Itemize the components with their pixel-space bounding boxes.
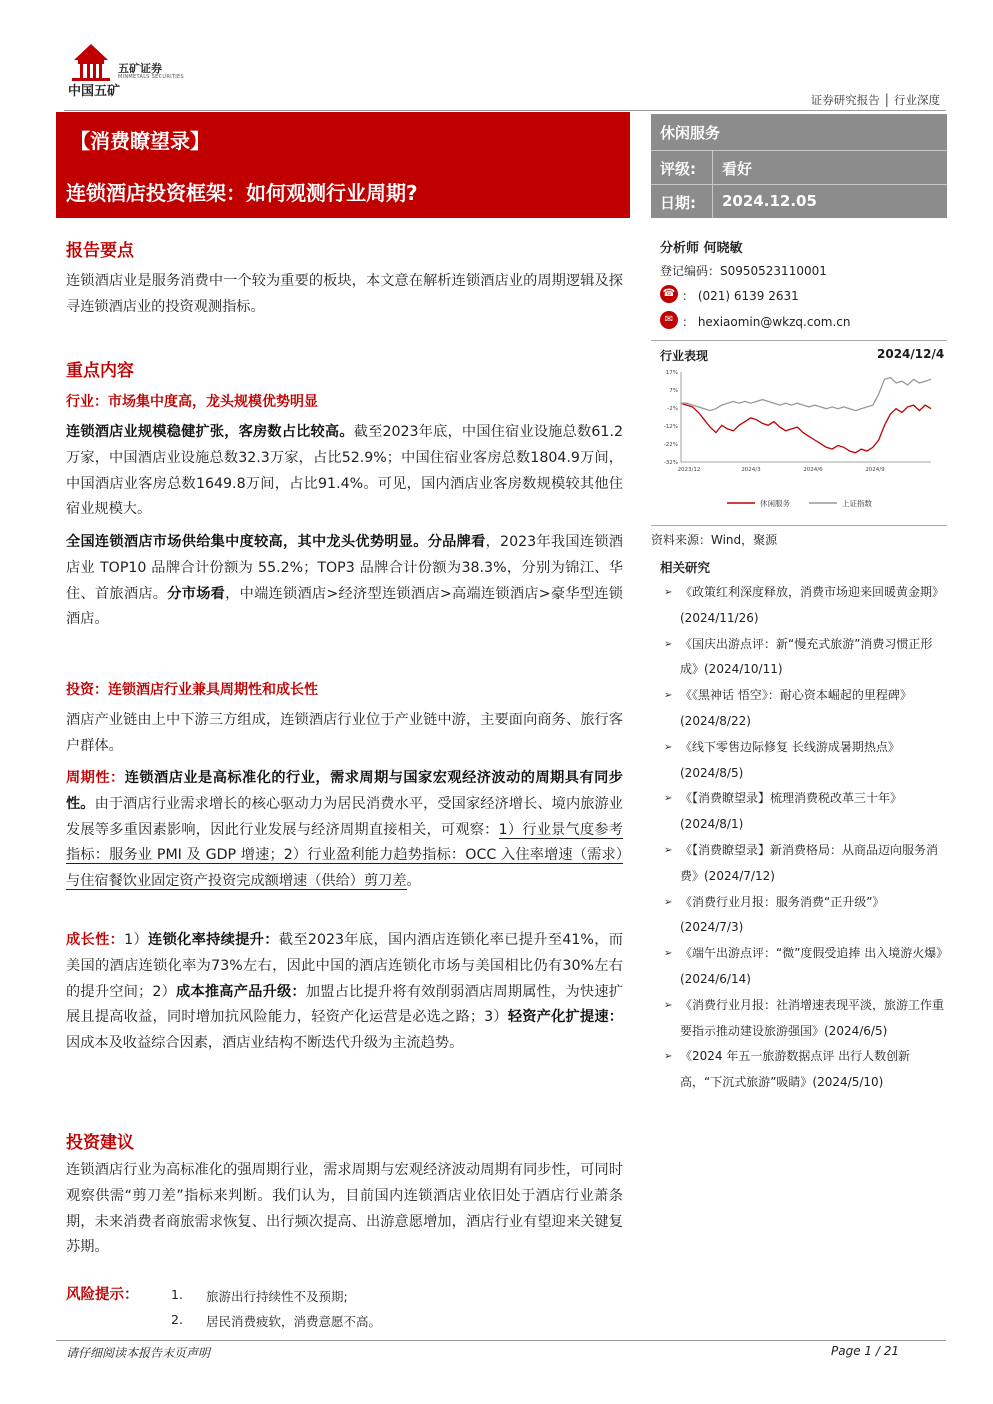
- market-lead: 分市场看: [167, 585, 226, 602]
- email-icon: ✉: [660, 311, 678, 329]
- analyst-name: 分析师 何晓敏: [660, 241, 743, 256]
- chain-paragraph: 酒店产业链由上中下游三方组成，连锁酒店行业位于产业链中游，主要面向商务、旅行客户群体。: [66, 712, 623, 754]
- report-title: 连锁酒店投资框架：如何观测行业周期?: [66, 181, 418, 205]
- x-tick-label: 2024/6: [803, 467, 823, 473]
- y-tick-label: -2%: [667, 406, 678, 412]
- industry-name: 休闲服务: [660, 124, 721, 142]
- bullet-arrow-icon: ➢: [664, 741, 673, 753]
- industry-performance-chart: [651, 362, 947, 522]
- scale-lead: 连锁酒店业规模稳健扩张，客房数占比较高。: [66, 424, 354, 440]
- analyst-reg: 登记编码：S0950523110001: [660, 264, 827, 278]
- related-research-item[interactable]: [664, 1044, 946, 1096]
- rating-value: 看好: [722, 160, 753, 178]
- growth-b2: 成本推高产品升级：: [176, 983, 306, 1000]
- footer-disclaimer: 请仔细阅读本报告末页声明: [66, 1346, 211, 1360]
- related-research-title: 相关研究: [660, 560, 711, 575]
- scale-paragraph: [66, 420, 623, 523]
- growth-b1: 连锁化率持续提升：: [148, 932, 279, 948]
- growth-paragraph: [66, 928, 623, 1057]
- bullet-arrow-icon: ➢: [664, 948, 673, 960]
- series-line: [681, 378, 931, 411]
- related-research-text: 《线下零售边际修复 长线游成暑期热点》(2024/8/5): [680, 739, 900, 780]
- related-research-text: 《2024 年五一旅游数据点评 出行人数创新高，“下沉式旅游”吸睛》(2024/5/10): [680, 1049, 911, 1090]
- risk-text: 旅游出行持续性不及预期;: [206, 1289, 348, 1304]
- logo-text: 中国五矿: [68, 84, 121, 99]
- cyclicality-text: 由于酒店行业需求增长的核心驱动力为居民消费水平，受国家经济增长、境内旅游业发展等多重因素影响，因此行业发展与经济周期直接相关，可观察：: [66, 795, 623, 838]
- related-research-text: 《政策红利深度释放，消费市场迎来回暖黄金期》(2024/11/26): [680, 585, 945, 625]
- x-tick-label: 2024/9: [865, 467, 885, 473]
- related-research-item[interactable]: [664, 580, 946, 632]
- perf-bottom-line: [651, 525, 947, 526]
- growth-b3: 轻资产化扩提速：: [507, 1009, 623, 1026]
- x-tick-label: 2024/3: [741, 467, 761, 473]
- growth-label: 成长性：: [66, 932, 125, 948]
- market-text: ，中端连锁酒店>经济型连锁酒店>高端连锁酒店>豪华型连锁酒店。: [66, 585, 623, 628]
- info-divider: [651, 184, 947, 185]
- bullet-arrow-icon: ➢: [664, 638, 673, 650]
- date-value: 2024.12.05: [722, 192, 817, 210]
- related-research-text: 《国庆出游点评：新“慢充式旅游”消费习惯正形成》(2024/10/11): [680, 636, 933, 677]
- scale-text: 截至2023年底，中国住宿业设施总数61.2万家，中国酒店业设施总数32.3万家，占比52.9%；中国住宿业客房总数1804.9万间，中国酒店业客房总数1649.8万间，占比91.4%。可见，国内酒店业客房数规模较其他住宿业规模大。: [66, 424, 623, 518]
- banner-tag: 【消费瞭望录】: [70, 129, 210, 153]
- chart-source: 资料来源：Wind，聚源: [651, 533, 778, 547]
- advice-paragraph: 连锁酒店行业为高标准化的强周期行业，需求周期与宏观经济波动周期有同步性，可同时观察供需“剪刀差”指标来判断。我们认为，目前国内连锁酒店业依旧处于酒店行业萧条期，未来消费者商旅需求恢复、出行频次提高、出游意愿增加，酒店行业有望迎来关键复苏期。: [66, 1162, 623, 1256]
- bullet-arrow-icon: ➢: [664, 896, 673, 908]
- related-research-item[interactable]: [664, 941, 946, 993]
- risk-num: 2.: [171, 1312, 183, 1327]
- legend-label: 休闲服务: [760, 499, 790, 508]
- related-research-item[interactable]: [664, 735, 946, 787]
- bullet-arrow-icon: ➢: [664, 690, 673, 702]
- related-research-text: 《【消费瞭望录】梳理消费税改革三十年》(2024/8/1): [680, 791, 903, 832]
- cyclicality-lead: 连锁酒店业是高标准化的行业，需求周期与国家宏观经济波动的周期具有同步性。: [66, 770, 623, 812]
- bullet-arrow-icon: ➢: [664, 1051, 673, 1063]
- related-research-text: 《《黑神话 悟空》：耐心资本崛起的里程碑》(2024/8/22): [680, 688, 912, 728]
- growth-t4: 因成本及收益综合因素，酒店业结构不断迭代升级为主流趋势。: [66, 1035, 464, 1052]
- legend-label: 上证指数: [842, 499, 872, 508]
- info-divider: [651, 150, 947, 151]
- related-research-text: 《【消费瞭望录】新消费格局：从商品迈向服务消费》(2024/7/12): [680, 842, 939, 883]
- related-research-list: [664, 580, 946, 1096]
- phone-icon: ☎: [660, 285, 678, 303]
- info-vdivider: [712, 185, 713, 218]
- cyclicality-label: 周期性：: [66, 770, 125, 786]
- related-research-item[interactable]: [664, 993, 946, 1045]
- brand-lead: 分品牌看: [427, 534, 486, 550]
- related-research-item[interactable]: [664, 632, 946, 684]
- report-type: 证券研究报告 │ 行业深度: [810, 93, 940, 107]
- related-research-item[interactable]: [664, 786, 946, 838]
- related-research-item[interactable]: [664, 838, 946, 890]
- date-label: 日期:: [660, 194, 696, 212]
- analyst-phone: ： (021) 6139 2631: [682, 289, 799, 303]
- risk-label: 风险提示：: [66, 1287, 139, 1303]
- risk-text: 居民消费疲软，消费意愿不高。: [206, 1314, 382, 1329]
- analyst-email: ： hexiaomin@wkzq.com.cn: [682, 315, 851, 329]
- bullet-arrow-icon: ➢: [664, 844, 673, 856]
- perf-top-line: [651, 340, 947, 341]
- series-line: [681, 403, 931, 453]
- y-tick-label: -32%: [663, 460, 678, 466]
- related-research-text: 《消费行业月报：服务消费“正升级”》(2024/7/3): [680, 894, 885, 935]
- growth-t2: 截至2023年底，国内酒店连锁化率已提升至41%，而美国的酒店连锁化率为73%左右，因此中国的酒店连锁化市场与美国相比仍有30%左右的提升空间；2）: [66, 932, 623, 1000]
- investment-subheading: 投资：连锁酒店行业兼具周期性和成长性: [66, 682, 318, 698]
- brand-name-en: MINMETALS SECURITIES: [118, 74, 184, 80]
- related-research-item[interactable]: [664, 890, 946, 942]
- bullet-arrow-icon: ➢: [664, 999, 673, 1011]
- header-divider: [64, 110, 946, 111]
- brand-name: 五矿证券: [118, 62, 162, 75]
- growth-t3: 加盟占比提升将有效削弱酒店周期属性，为快速扩展且提高收益，同时增加抗风险能力，轻资产化运营是必选之路；3）: [66, 983, 623, 1026]
- industry-subheading: 行业：市场集中度高，龙头规模优势明显: [66, 394, 318, 410]
- perf-date: 2024/12/4: [877, 347, 945, 361]
- logo-emblem-icon: [66, 42, 116, 82]
- cyclicality-indicators: 1）行业景气度参考指标：服务业 PMI 及 GDP 增速；2）行业盈利能力趋势指标：OCC 入住率增速（需求）与住宿餐饮业固定资产投资完成额增速（供给）剪刀差: [66, 821, 623, 890]
- summary-paragraph: 连锁酒店业是服务消费中一个较为重要的板块，本文意在解析连锁酒店业的周期逻辑及探寻连锁酒店业的投资观测指标。: [66, 273, 623, 315]
- concentration-lead: 全国连锁酒店市场供给集中度较高，其中龙头优势明显。: [66, 534, 428, 550]
- summary-heading: 报告要点: [66, 241, 134, 261]
- bullet-arrow-icon: ➢: [664, 793, 673, 805]
- related-research-item[interactable]: [664, 683, 946, 735]
- y-tick-label: 7%: [669, 388, 678, 394]
- key-content-heading: 重点内容: [66, 361, 134, 381]
- x-tick-label: 2023/12: [677, 467, 701, 473]
- info-vdivider: [712, 151, 713, 184]
- growth-t1: 1）: [124, 932, 149, 948]
- y-tick-label: -22%: [663, 442, 678, 448]
- related-research-text: 《消费行业月报：社消增速表现平淡，旅游工作重要指示推动建设旅游强国》(2024/6/5): [680, 997, 945, 1038]
- risk-num: 1.: [171, 1287, 183, 1302]
- advice-heading: 投资建议: [66, 1133, 134, 1153]
- bullet-arrow-icon: ➢: [664, 587, 673, 598]
- footer-divider: [56, 1340, 946, 1341]
- brand-text: ，2023年我国连锁酒店业 TOP10 品牌合计份额为 55.2%；TOP3 品牌合计份额为38.3%，分别为锦江、华住、首旅酒店。: [66, 534, 623, 602]
- perf-title: 行业表现: [660, 349, 709, 363]
- y-tick-label: -12%: [663, 424, 678, 430]
- y-tick-label: 17%: [665, 370, 678, 376]
- concentration-paragraph: [66, 530, 623, 633]
- rating-label: 评级:: [660, 160, 696, 178]
- page-number: Page 1 / 21: [831, 1344, 899, 1358]
- cyclicality-end: 。: [406, 873, 421, 890]
- related-research-text: 《端午出游点评：“微”度假受追捧 出入境游火爆》(2024/6/14): [680, 946, 943, 986]
- cyclicality-paragraph: [66, 766, 623, 895]
